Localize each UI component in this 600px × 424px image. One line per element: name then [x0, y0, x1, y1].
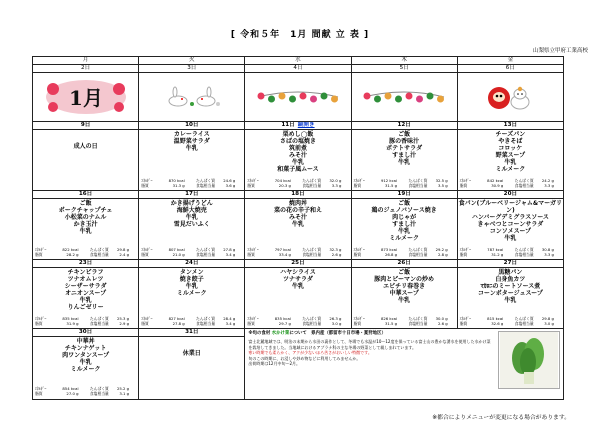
closed-label: 成人の日: [73, 143, 98, 150]
note-header: ※旬の食材 水かけ菜について 県内産（都留市十日市場・夏狩地区）: [248, 331, 386, 336]
menu-day-cell: [139, 122, 245, 191]
day-number: 27日: [458, 260, 563, 268]
day-number: 31日: [139, 329, 244, 337]
nutrition-line-1: ｴﾈﾙｷﾞｰ 870 kcal たんぱく質 24.6 g: [141, 178, 236, 183]
nutrition-line-1: ｴﾈﾙｷﾞｰ 826 kcal たんぱく質 30.0 g: [353, 316, 448, 321]
nutrition-line-2: 脂質 28.2 g 食塩相当量 2.4 g: [35, 252, 130, 257]
nutrition-line-2: 脂質 27.8 g 食塩相当量 3.4 g: [141, 321, 236, 326]
dish-list: 中華丼 チキンナゲット 肉ワンタンスープ 牛乳 ミルメーク: [62, 338, 110, 373]
dish-list: 焼肉丼 菜の花の辛子和え みそ汁 牛乳: [273, 200, 322, 228]
nutrition-line-2: 脂質 26.8 g 食塩相当量 2.8 g: [353, 252, 448, 257]
day-number: 26日: [352, 260, 457, 268]
page-title: [ 令和５年 1月 間献 立 表 ]: [230, 30, 370, 40]
nutrition-line-1: ｴﾈﾙｷﾞｰ 822 kcal たんぱく質 29.8 g: [35, 247, 130, 252]
day-number: 20日: [458, 191, 563, 199]
closed-label: 休業日: [182, 350, 201, 357]
note-body: 富士北麓地域では、明治の末期から水田の裏作として、冬場でも水温が10～12度を保っている富士山の豊かな湧水を使用した水かけ菜を栽培してきました。当地域におけるアブラナ科の主な冬場の野菜として親しまれています。: [248, 339, 491, 350]
menu-day-cell: [245, 191, 351, 260]
menu-table: [32, 56, 564, 400]
daruma-icon: [457, 73, 563, 122]
day-number: 5日: [351, 65, 457, 73]
nutrition-line-2: 脂質 31.9 g 食塩相当量 2.9 g: [35, 321, 130, 326]
menu-day-cell: [139, 191, 245, 260]
nutrition-line-2: 脂質 31.5 g 食塩相当量 3.5 g: [353, 183, 448, 188]
menu-day-cell: [351, 122, 457, 191]
weekday-header: 木: [351, 57, 457, 65]
nutrition-line-1: ｴﾈﾙｷﾞｰ 704 kcal たんぱく質 32.0 g: [247, 178, 342, 183]
nutrition-line-1: ｴﾈﾙｷﾞｰ 854 kcal たんぱく質 25.2 g: [35, 386, 130, 391]
nutrition-line-1: ｴﾈﾙｷﾞｰ 787 kcal たんぱく質 30.8 g: [459, 247, 554, 252]
event-label: 鏡開き: [297, 122, 315, 128]
nutrition-line-2: 脂質 29.7 g 食塩相当量 3.0 g: [247, 321, 342, 326]
week1-picture-row: [33, 73, 564, 122]
dish-list: ご飯 豚の香味汁 ポテトサラダ すまし汁 牛乳: [386, 131, 423, 166]
dish-list: ご飯 豚肉とピーマンの炒め エビチリ春巻き 中華スープ 牛乳: [374, 269, 435, 304]
day-number: 6日: [457, 65, 563, 73]
day-number: 2日: [33, 65, 139, 73]
month-art-icon: [33, 73, 139, 122]
month-art-text: 1月: [68, 86, 103, 110]
dish-list: ハヤシライス ツナサラダ 牛乳: [280, 269, 316, 290]
nutrition-line-1: ｴﾈﾙｷﾞｰ 797 kcal たんぱく質 32.3 g: [247, 247, 342, 252]
nutrition-line-2: 脂質 31.3 g 食塩相当量 3.6 g: [141, 183, 236, 188]
note-season: 出荷時期は12月中旬～2月。: [248, 361, 301, 367]
weekday-header: 金: [457, 57, 563, 65]
day-number: 9日: [33, 122, 138, 130]
menu-day-cell: [457, 122, 563, 191]
nutrition-line-1: ｴﾈﾙｷﾞｰ 842 kcal たんぱく質 24.2 g: [459, 178, 554, 183]
nutrition-line-2: 脂質 31.5 g 食塩相当量 2.6 g: [353, 321, 448, 326]
dish-list: ご飯 ポークチャップチェ 小松菜のナムル かき玉汁 牛乳: [58, 200, 113, 235]
menu-day-cell: [33, 329, 139, 400]
day-number: 30日: [33, 329, 138, 337]
day-number: 17日: [139, 191, 244, 199]
dish-list: 食パン(ブルーベリージャム&マーガリン) ハンバーグデミグラスソース きゃべつとコーンサラダ コンソメスープ 牛乳: [458, 200, 563, 242]
new-year-decoration-icon: [351, 73, 457, 122]
footnote: ※都合によりメニューが変更になる場合があります。: [432, 415, 570, 421]
weekday-header: 月: [33, 57, 139, 65]
day-number: 3日: [139, 65, 245, 73]
week5-row: [33, 329, 564, 400]
menu-day-cell: [33, 260, 139, 329]
menu-day-cell: [351, 260, 457, 329]
day-number: 18日: [245, 191, 350, 199]
day-number: 11日 鏡開き: [245, 122, 350, 130]
nutrition-line-1: ｴﾈﾙｷﾞｰ 912 kcal たんぱく質 32.5 g: [353, 178, 448, 183]
seasonal-ingredient-note: [245, 329, 564, 400]
nutrition-line-1: ｴﾈﾙｷﾞｰ 827 kcal たんぱく質 28.4 g: [141, 316, 236, 321]
weekday-header: 水: [245, 57, 351, 65]
day-number: 12日: [352, 122, 457, 130]
day-number: 13日: [458, 122, 563, 130]
nutrition-line-1: ｴﾈﾙｷﾞｰ 873 kcal たんぱく質 29.2 g: [353, 247, 448, 252]
dish-list: チーズパン やきそば コロッケ 野菜スープ 牛乳 ミルメーク: [495, 131, 526, 173]
nutrition-line-2: 脂質 21.0 g 食塩相当量 3.4 g: [141, 252, 236, 257]
nutrition-line-1: ｴﾈﾙｷﾞｰ 835 kcal たんぱく質 26.3 g: [247, 316, 342, 321]
day-number: 19日: [352, 191, 457, 199]
dish-list: チキンピラフ ツナオムレツ シーザーサラダ オニオンスープ 牛乳 りんごゼリー: [64, 269, 107, 311]
dish-list: 栗めし◯飯 さばの塩焼き 筑前煮 みそ汁 牛乳 和菓子風ムース: [277, 131, 319, 173]
new-year-decoration-icon: [245, 73, 351, 122]
day-number: 23日: [33, 260, 138, 268]
note-body-2: 旬のこの時期に、お浸しや炒め物などに利用してみませんか。: [248, 355, 361, 361]
menu-day-cell: [351, 191, 457, 260]
menu-day-cell: [245, 260, 351, 329]
week2-row: [33, 122, 564, 191]
dish-list: ご飯 鶏のジュノバソース焼き 肉じゃが すまし汁 牛乳 ミルメーク: [371, 200, 437, 242]
nutrition-line-2: 脂質 20.3 g 食塩相当量 3.3 g: [247, 183, 342, 188]
day-number: 16日: [33, 191, 138, 199]
day-number: 4日: [245, 65, 351, 73]
nutrition-line-2: 脂質 33.4 g 食塩相当量 2.6 g: [247, 252, 342, 257]
menu-day-cell: [457, 191, 563, 260]
weekday-header-row: [33, 57, 564, 65]
day-number: 24日: [139, 260, 244, 268]
menu-day-cell: [139, 260, 245, 329]
nutrition-line-2: 脂質 31.2 g 食塩相当量 3.3 g: [459, 252, 554, 257]
note-highlight: 寒い時期でも柔らかく、アクが少ないほろ苦さがおいしい特徴です。: [248, 350, 372, 356]
day-number: 25日: [245, 260, 350, 268]
nutrition-line-1: ｴﾈﾙｷﾞｰ 807 kcal たんぱく質 27.8 g: [141, 247, 236, 252]
menu-day-cell: [245, 122, 351, 191]
week3-row: [33, 191, 564, 260]
dish-list: 黒糖パン 白身魚カツ ﾏｶﾛﾆのミートソース煮 コーンポタージュスープ 牛乳: [477, 269, 543, 304]
menu-day-cell: [457, 260, 563, 329]
dish-list: タンメン 焼き餃子 牛乳 ミルメーク: [176, 269, 207, 297]
nutrition-line-2: 脂質 27.0 g 食塩相当量 3.1 g: [35, 391, 130, 396]
weekday-header: 火: [139, 57, 245, 65]
week4-row: [33, 260, 564, 329]
menu-day-cell: [139, 329, 245, 400]
rabbit-icon: [139, 73, 245, 122]
day-number: 10日: [139, 122, 244, 130]
nutrition-line-2: 脂質 32.6 g 食塩相当量 3.0 g: [459, 321, 554, 326]
nutrition-line-1: ｴﾈﾙｷﾞｰ 815 kcal たんぱく質 29.8 g: [459, 316, 554, 321]
dish-list: かき揚げうどん 海鮮大焼売 牛乳 雪見だいふく: [170, 200, 213, 228]
menu-day-cell: [33, 191, 139, 260]
nutrition-line-2: 脂質 30.9 g 食塩相当量 3.3 g: [459, 183, 554, 188]
menu-day-cell: [33, 122, 139, 191]
week1-date-row: [33, 65, 564, 73]
school-name: 山梨県立甲府工業高校: [532, 48, 588, 54]
nutrition-line-1: ｴﾈﾙｷﾞｰ 835 kcal たんぱく質 25.3 g: [35, 316, 130, 321]
dish-list: カレーライス 温野菜サラダ 牛乳: [173, 131, 210, 152]
mizukakena-icon: [498, 331, 560, 389]
